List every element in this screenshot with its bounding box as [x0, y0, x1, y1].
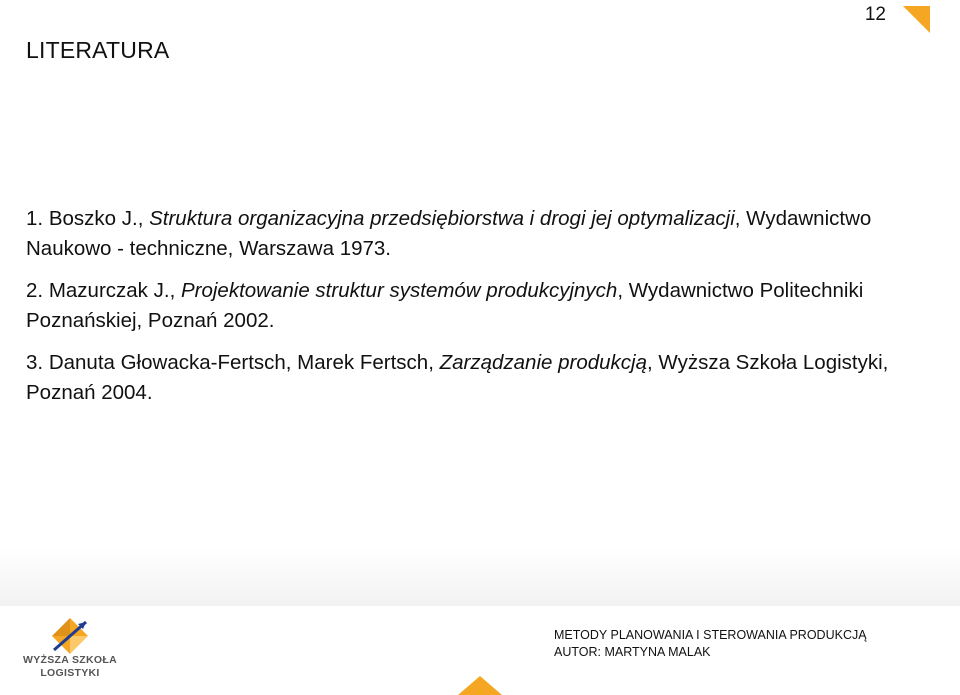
school-logo-line2: LOGISTYKI: [40, 667, 100, 679]
bottom-triangle-icon: [458, 676, 502, 695]
reference-author: Danuta Głowacka-Fertsch, Marek Fertsch: [48, 351, 429, 374]
school-logo-line1: WYŻSZA SZKOŁA: [23, 654, 117, 666]
reference-title: Projektowanie struktur systemów produkcyjnych: [180, 279, 618, 302]
footer-separator: [0, 548, 960, 606]
reference-number: 3.: [26, 351, 44, 374]
page-number: 12: [864, 4, 886, 25]
reference-author: Mazurczak J.: [48, 279, 170, 302]
reference-number: 2.: [26, 279, 44, 302]
reference-publisher: Wyższa Szkoła Logistyki, Poznań 2004.: [26, 351, 889, 404]
reference-title: Struktura organizacyjna przedsiębiorstwa i drogi jej optymalizacji: [149, 207, 735, 230]
school-logo-icon: [52, 618, 88, 654]
school-logo: [20, 614, 120, 684]
corner-triangle-icon: [903, 6, 930, 33]
footer-course: METODY PLANOWANIA I STEROWANIA PRODUKCJĄ: [554, 628, 867, 642]
reference-publisher: Wydawnictwo Naukowo - techniczne, Warszawa 1973.: [26, 207, 872, 260]
reference-list: [26, 204, 926, 420]
slide-title: LITERATURA: [26, 37, 170, 63]
reference-number: 1.: [26, 207, 44, 230]
reference-item: 3. Danuta Głowacka-Fertsch, Marek Fertsch, Zarządzanie produkcją, Wyższa Szkoła Logistyki, Poznań 2004.: [26, 351, 889, 404]
reference-publisher: Wydawnictwo Politechniki Poznańskiej, Poznań 2002.: [26, 279, 864, 332]
reference-item: 1. Boszko J., Struktura organizacyjna przedsiębiorstwa i drogi jej optymalizacji, Wydawnictwo Naukowo - techniczne, Warszawa 1973.: [26, 207, 872, 260]
reference-author: Boszko J.: [48, 207, 138, 230]
footer-author: AUTOR: MARTYNA MALAK: [554, 645, 711, 659]
footer-text: [554, 627, 867, 661]
reference-item: 2. Mazurczak J., Projektowanie struktur systemów produkcyjnych, Wydawnictwo Politechniki Poznańskiej, Poznań 2002.: [26, 279, 864, 332]
reference-title: Zarządzanie produkcją: [439, 351, 647, 374]
